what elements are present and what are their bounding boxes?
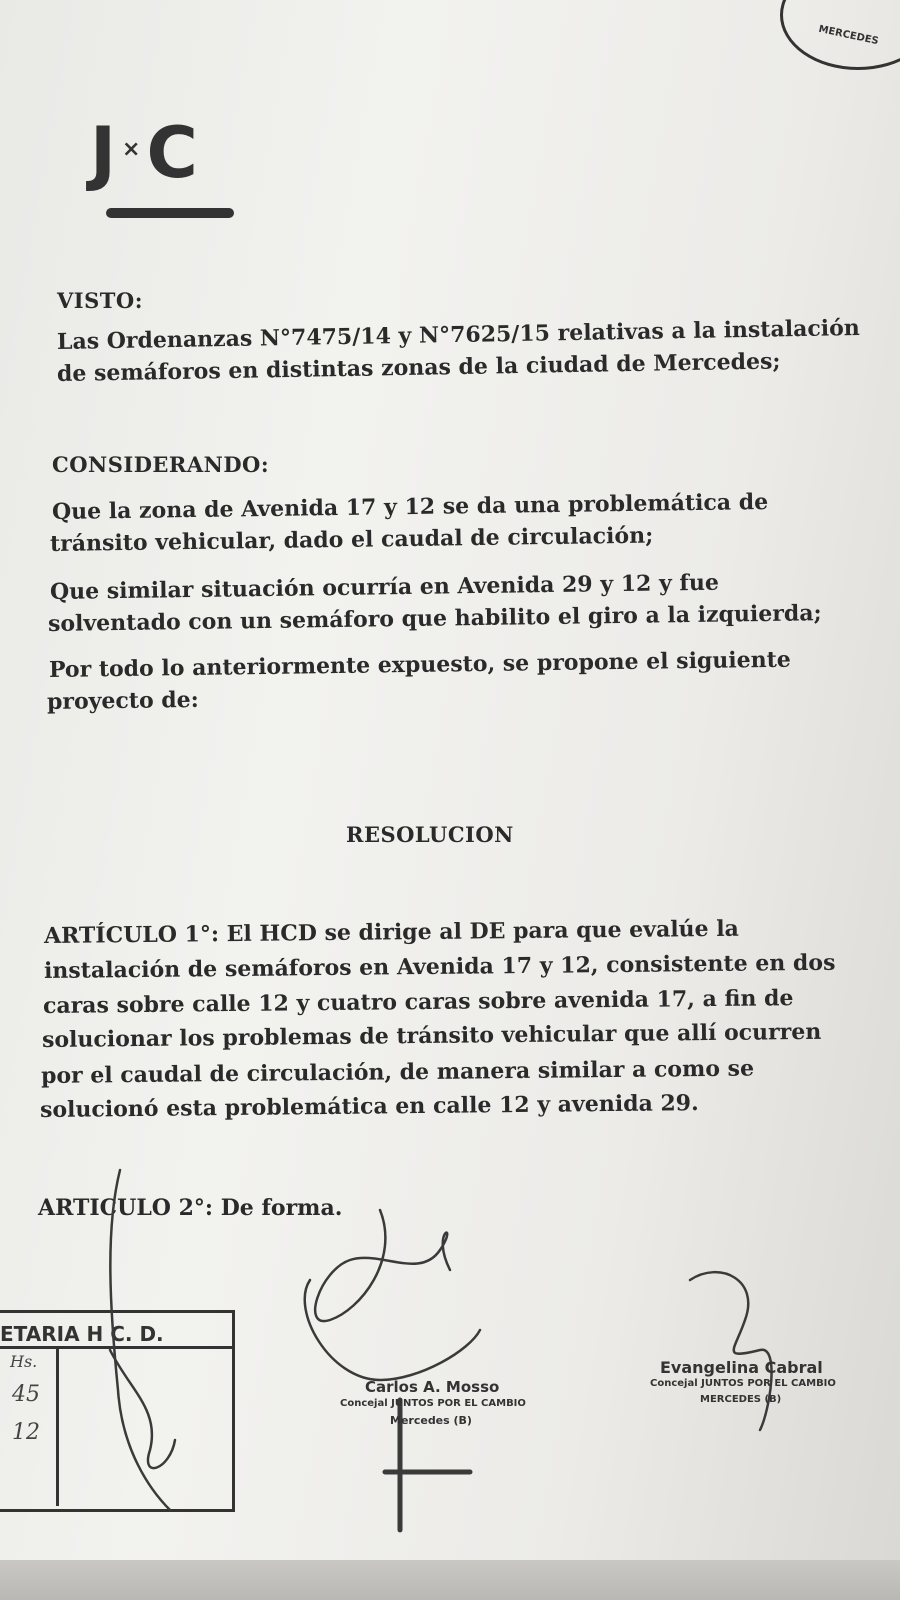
stamp-handwritten-number-2: 12 xyxy=(12,1420,40,1445)
articulo-1-line-6: solucionó esta problemática en calle 12 y avenida 29. xyxy=(39,1090,699,1123)
page-edge-shadow xyxy=(0,1560,900,1600)
logo-letter-c: C xyxy=(146,112,200,194)
signatory-1-name: Carlos A. Mosso xyxy=(365,1378,500,1396)
considerando-p2-line-1: Que similar situación ocurría en Avenida 29 y 12 y fue xyxy=(49,569,720,605)
articulo-1-line-4: solucionar los problemas de tránsito vehicular que allí ocurren xyxy=(41,1018,822,1053)
jxc-logo xyxy=(90,112,200,194)
articulo-1-line-3: caras sobre calle 12 y cuatro caras sobre avenida 17, a fin de xyxy=(42,985,794,1019)
articulo-2: ARTICULO 2°: De forma. xyxy=(38,1195,343,1221)
signature-stroke-cabral xyxy=(690,1272,772,1430)
logo-underline xyxy=(106,208,234,218)
logo-letter-j: J xyxy=(90,112,119,194)
signature-stroke-mosso-2 xyxy=(305,1280,480,1380)
seal-text: MERCEDES xyxy=(817,23,880,48)
considerando-p3-line-1: Por todo lo anteriormente expuesto, se propone el siguiente xyxy=(48,646,792,683)
signature-stroke-mosso xyxy=(315,1210,450,1321)
signatory-1-role: Concejal JUNTOS POR EL CAMBIO xyxy=(340,1398,526,1409)
stamp-hs-label: Hs. xyxy=(10,1352,38,1371)
considerando-p3-line-2: proyecto de: xyxy=(46,686,199,715)
visto-line-1: Las Ordenanzas N°7475/14 y N°7625/15 relativas a la instalación xyxy=(56,314,860,355)
articulo-1-line-5: por el caudal de circulación, de manera similar a como se xyxy=(40,1055,755,1089)
stamp-handwritten-number-1: 45 xyxy=(12,1382,40,1407)
signatory-1-place: Mercedes (B) xyxy=(390,1414,472,1427)
visto-heading: VISTO: xyxy=(57,288,143,313)
articulo-1-line-2: instalación de semáforos en Avenida 17 y 12, consistente en dos xyxy=(43,949,836,984)
articulo-1-line-1: ARTÍCULO 1°: El HCD se dirige al DE para que evalúe la xyxy=(43,915,740,949)
signature-stroke-left xyxy=(110,1170,170,1510)
visto-line-2: de semáforos en distintas zonas de la ciudad de Mercedes; xyxy=(56,348,781,387)
handwritten-signatures xyxy=(0,1150,900,1560)
resolucion-heading: RESOLUCION xyxy=(346,822,514,847)
signatory-2-name: Evangelina Cabral xyxy=(660,1358,823,1377)
considerando-p2-line-2: solventado con un semáforo que habilito el giro a la izquierda; xyxy=(47,600,822,637)
logo-times: × xyxy=(122,136,143,162)
considerando-p1-line-2: tránsito vehicular, dado el caudal de circulación; xyxy=(49,522,654,557)
stamp-box-header: ETARIA H C. D. xyxy=(0,1322,164,1346)
signatory-2-place: MERCEDES (B) xyxy=(700,1394,782,1405)
considerando-heading: CONSIDERANDO: xyxy=(52,452,270,477)
considerando-p1-line-1: Que la zona de Avenida 17 y 12 se da una problemática de xyxy=(51,489,769,525)
signatory-2-role: Concejal JUNTOS POR EL CAMBIO xyxy=(650,1378,836,1389)
